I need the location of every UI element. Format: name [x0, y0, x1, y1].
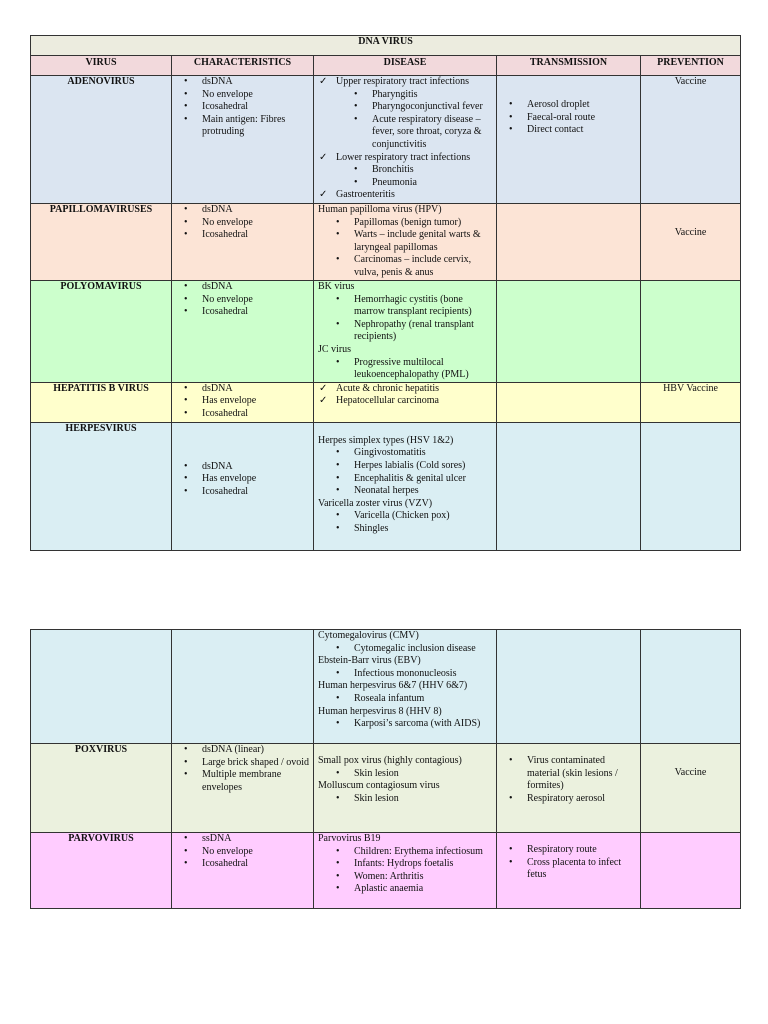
- disease-cell: [314, 744, 497, 833]
- prevention-cell: Vaccine: [641, 204, 741, 281]
- list-item: • Icosahedral: [176, 486, 309, 499]
- list-item: • Icosahedral: [176, 858, 309, 871]
- list-item: • Infectious mononucleosis: [318, 668, 492, 681]
- list-item: • Roseala infantum: [318, 693, 492, 706]
- prevention-cell: [641, 630, 741, 744]
- disease-cell: [314, 630, 497, 744]
- row-herpesvirus-continued: [31, 630, 741, 744]
- disease-heading: Molluscum contagiosum virus: [318, 780, 440, 792]
- disease-heading: Small pox virus (highly contagious): [318, 755, 462, 766]
- row-polyomavirus: [31, 281, 741, 383]
- list-item: • Papillomas (benign tumor): [318, 217, 492, 230]
- list-item: • Large brick shaped / ovoid: [176, 757, 309, 770]
- characteristics-cell: [172, 204, 314, 281]
- virus-name: HEPATITIS B VIRUS: [31, 382, 172, 422]
- disease-cell: [314, 204, 497, 281]
- header-characteristics: CHARACTERISTICS: [172, 56, 314, 76]
- checked-item: [318, 152, 492, 190]
- transmission-cell: [497, 422, 641, 550]
- list-item: • No envelope: [176, 89, 309, 102]
- list-item: • Herpes labialis (Cold sores): [318, 460, 492, 473]
- disease-heading: Human herpesvirus 6&7 (HHV 6&7): [318, 680, 468, 692]
- row-parvovirus: [31, 833, 741, 909]
- prevention-cell: [641, 833, 741, 909]
- transmission-cell: [497, 833, 641, 909]
- row-herpesvirus: [31, 422, 741, 550]
- transmission-cell: [497, 281, 641, 383]
- list-item: • Neonatal herpes: [318, 485, 492, 498]
- list-item: • Karposi’s sarcoma (with AIDS): [318, 718, 492, 731]
- characteristics-cell: [172, 281, 314, 383]
- list-item: • dsDNA: [176, 204, 309, 217]
- characteristics-cell: [172, 744, 314, 833]
- disease-heading: Parvovirus B19: [318, 833, 381, 844]
- list-item: • Cytomegalic inclusion disease: [318, 643, 492, 656]
- transmission-cell: [497, 382, 641, 422]
- characteristics-cell: [172, 382, 314, 422]
- list-item: • Respiratory route: [501, 844, 636, 857]
- list-item: • Main antigen: Fibres protruding: [176, 114, 309, 139]
- checked-item: ✓ Acute & chronic hepatitis: [318, 383, 492, 396]
- list-item: • Shingles: [318, 523, 492, 536]
- checked-item: [318, 189, 492, 202]
- virus-name: POLYOMAVIRUS: [31, 281, 172, 383]
- list-item: • Carcinomas – include cervix, vulva, penis & anus: [318, 254, 492, 279]
- transmission-cell: [497, 630, 641, 744]
- disease-cell: [314, 833, 497, 909]
- list-item: • Gingivostomatitis: [318, 447, 492, 460]
- virus-name: POXVIRUS: [31, 744, 172, 833]
- list-item: • Warts – include genital warts & laryngeal papillomas: [318, 229, 492, 254]
- list-item: • Acute respiratory disease – fever, sore throat, coryza & conjunctivitis: [336, 114, 492, 152]
- list-item: • No envelope: [176, 217, 309, 230]
- disease-heading: Human papilloma virus (HPV): [318, 204, 442, 215]
- header-disease: DISEASE: [314, 56, 497, 76]
- transmission-cell: [497, 76, 641, 204]
- list-item: • Has envelope: [176, 395, 309, 408]
- virus-name: ADENOVIRUS: [31, 76, 172, 204]
- list-item: • Multiple membrane envelopes: [176, 769, 309, 794]
- disease-cell: [314, 422, 497, 550]
- table-title: DNA VIRUS: [31, 36, 741, 56]
- characteristics-cell: [172, 76, 314, 204]
- characteristics-cell: [172, 630, 314, 744]
- disease-heading: Varicella zoster virus (VZV): [318, 497, 433, 509]
- row-poxvirus: [31, 744, 741, 833]
- row-adenovirus: [31, 76, 741, 204]
- prevention-cell: [641, 422, 741, 550]
- list-item: • Nephropathy (renal transplant recipients): [318, 319, 492, 344]
- dna-virus-table: [30, 35, 741, 551]
- prevention-cell: Vaccine: [641, 744, 741, 833]
- list-item: • dsDNA (linear): [176, 744, 309, 757]
- prevention-cell: HBV Vaccine: [641, 382, 741, 422]
- row-hepatitis-b: [31, 382, 741, 422]
- disease-group-heading: Lower respiratory tract infections: [336, 151, 471, 163]
- list-item: • Has envelope: [176, 473, 309, 486]
- list-item: • dsDNA: [176, 281, 309, 294]
- list-item: • Virus contaminated material (skin lesions / formites): [501, 755, 636, 793]
- list-item: • dsDNA: [176, 383, 309, 396]
- disease-heading: Cytomegalovirus (CMV): [318, 630, 419, 641]
- list-item: • dsDNA: [176, 461, 309, 474]
- disease-group-heading: Gastroenteritis: [336, 189, 395, 201]
- list-item: • Progressive multilocal leukoencephalopathy (PML): [318, 357, 492, 382]
- list-item: • Women: Arthritis: [318, 871, 492, 884]
- transmission-cell: [497, 204, 641, 281]
- disease-heading: JC virus: [318, 343, 352, 355]
- disease-cell: [314, 281, 497, 383]
- disease-heading: Human herpesvirus 8 (HHV 8): [318, 705, 442, 717]
- dna-virus-table-continued: [30, 629, 741, 909]
- list-item: • Cross placenta to infect fetus: [501, 857, 636, 882]
- list-item: • No envelope: [176, 294, 309, 307]
- list-item: • Skin lesion: [318, 768, 492, 781]
- list-item: • Pneumonia: [336, 177, 492, 190]
- list-item: • Respiratory aerosol: [501, 793, 636, 806]
- list-item: • Icosahedral: [176, 101, 309, 114]
- list-item: • dsDNA: [176, 76, 309, 89]
- prevention-cell: Vaccine: [641, 76, 741, 204]
- list-item: • Icosahedral: [176, 408, 309, 421]
- list-item: • No envelope: [176, 846, 309, 859]
- disease-cell: [314, 76, 497, 204]
- characteristics-cell: [172, 422, 314, 550]
- list-item: • ssDNA: [176, 833, 309, 846]
- transmission-cell: [497, 744, 641, 833]
- checked-item: [318, 76, 492, 152]
- header-row: [31, 56, 741, 76]
- list-item: • Direct contact: [501, 124, 636, 137]
- virus-name: HERPESVIRUS: [31, 422, 172, 550]
- header-transmission: TRANSMISSION: [497, 56, 641, 76]
- list-item: • Faecal-oral route: [501, 112, 636, 125]
- list-item: • Infants: Hydrops foetalis: [318, 858, 492, 871]
- disease-heading: Herpes simplex types (HSV 1&2): [318, 434, 454, 446]
- list-item: • Icosahedral: [176, 229, 309, 242]
- list-item: • Encephalitis & genital ulcer: [318, 473, 492, 486]
- list-item: • Hemorrhagic cystitis (bone marrow transplant recipients): [318, 294, 492, 319]
- list-item: • Aplastic anaemia: [318, 883, 492, 896]
- list-item: • Bronchitis: [336, 164, 492, 177]
- disease-heading: Ebstein-Barr virus (EBV): [318, 655, 421, 667]
- list-item: • Pharyngitis: [336, 89, 492, 102]
- list-item: • Icosahedral: [176, 306, 309, 319]
- virus-name: PAPILLOMAVIRUSES: [31, 204, 172, 281]
- disease-heading: BK virus: [318, 281, 355, 292]
- disease-group-heading: Upper respiratory tract infections: [336, 76, 470, 87]
- virus-name: PARVOVIRUS: [31, 833, 172, 909]
- characteristics-cell: [172, 833, 314, 909]
- disease-cell: [314, 382, 497, 422]
- list-item: • Children: Erythema infectiosum: [318, 846, 492, 859]
- prevention-cell: [641, 281, 741, 383]
- list-item: • Pharyngoconjunctival fever: [336, 101, 492, 114]
- virus-name-empty: [31, 630, 172, 744]
- list-item: • Skin lesion: [318, 793, 492, 806]
- header-prevention: PREVENTION: [641, 56, 741, 76]
- list-item: • Aerosol droplet: [501, 99, 636, 112]
- header-virus: VIRUS: [31, 56, 172, 76]
- checked-item: ✓ Hepatocellular carcinoma: [318, 395, 492, 408]
- list-item: • Varicella (Chicken pox): [318, 510, 492, 523]
- row-papillomaviruses: [31, 204, 741, 281]
